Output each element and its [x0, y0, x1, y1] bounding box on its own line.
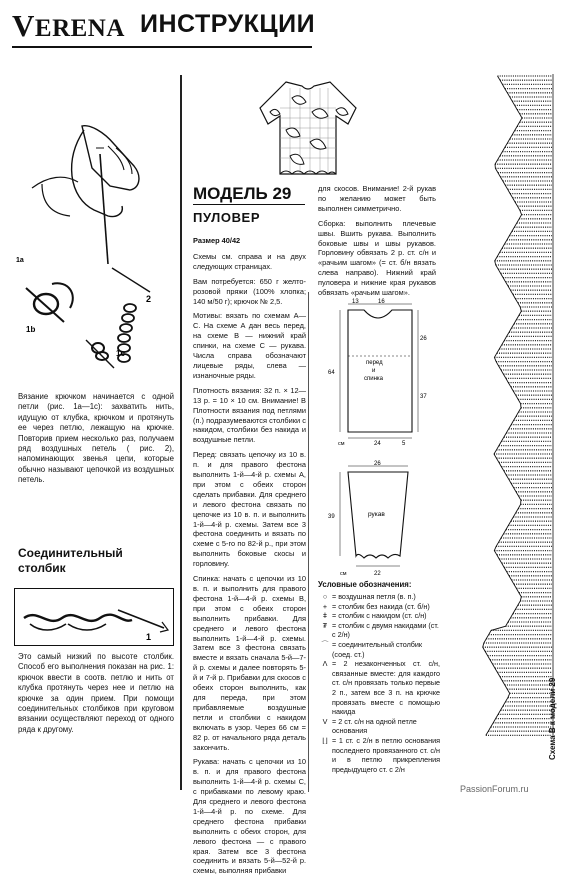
body-label-front: перед	[366, 360, 383, 366]
column-divider	[180, 75, 182, 790]
body-dim-24: 24	[374, 441, 381, 447]
slip-stitch-icon: ⌒	[321, 639, 329, 649]
chart-title: Схема В к модели 29	[548, 677, 557, 760]
schemes-note: Схемы см. справа и на двух следующих страницах.	[193, 251, 306, 271]
slip-stitch-figure	[14, 588, 174, 646]
section-title: Соединительный столбик	[18, 546, 123, 575]
legend-title: Условные обозначения:	[318, 580, 412, 589]
body-dim-16: 16	[378, 299, 385, 305]
fig-label-1a: 1a	[16, 257, 24, 264]
legend-dc2tog: Λ = 2 незаконченных ст. с/н, связанные вместе: для каждого ст. с/н провязать только первые 2 п., затем все 3 п. на крючке провязать вместе с помощью накида	[318, 659, 440, 717]
assembly-paragraph: Сборка: выполнить плечевые швы. Вшить рукава. Выполнить боковые швы и швы рукавов. Горловину обвязать 2 р. ст. с/н и «рачьим шагом» (= ст. б/н вязать слева направо). Нижний край пуловера и нижние края рукавов обвязать «рачьим шагом».	[318, 218, 436, 298]
sleeve-dim-39: 39	[328, 514, 335, 520]
model-rule	[193, 204, 305, 205]
crochet-chart	[446, 70, 558, 742]
watermark: PassionForum.ru	[460, 784, 529, 794]
legend-chain: ○ = воздушная петля (в. п.)	[318, 592, 440, 602]
front-paragraph: Перед: связать цепочку из 10 в. п. и для правого фестона выполнить 1-й—4-й р. схемы А, при этом с обеих сторон сделать прибавки. Для среднего и левого фестона связать по цепочке из 10 в. п. и выполнить 1-й—4-й р. схемы. Затем все 3 фестона соединить и вязать по схеме с 5-го по 82-й р., при этом выполнить боковые скосы и горловину.	[193, 450, 306, 569]
back-paragraph: Спинка: начать с цепочки из 10 в. п. и выполнить для правого фестона 1-й—4-й р. схемы В, при этом с обеих сторон выполнить прибавки. Для среднего и левого фестона выполнить 1-й—4-й р. схемы. Затем все 3 фестона связать вместе и вязать сначала 5-й—7-й р. схемы и далее повторять 5-й и 7-й р. Прибавки для скосов с обеих сторон выполнить, как для переда, при этом прибавляемые воздушные петли и столбики с накидом включать в узор. Через 66 см = 82 р. от начального ряда деталь закончить.	[193, 574, 306, 752]
legend-tr: ₮ = столбик с двумя накидами (ст. с 2/н)	[318, 621, 440, 640]
slip-stitch-description: Это самый низкий по высоте столбик. Способ его выполнения показан на рис. 1: крючок ввести в соотв. петлю и нить от клубка протянуть через нее и петлю на крючке за один прием. При помощи соединительных столбиков при круговом вязании осуществляют переход от одного ряда к другому.	[18, 652, 174, 734]
chain-figure	[12, 118, 174, 384]
legend-slip: ⌒ = соединительный столбик (соед. ст.)	[318, 640, 440, 659]
legend-sc: + = столбик без накида (ст. б/н)	[318, 602, 440, 612]
body-dim-26: 26	[420, 336, 427, 342]
brand-logo: VERENA	[12, 8, 125, 43]
sleeve-label: рукав	[368, 511, 385, 518]
instructions-column-2	[318, 184, 436, 298]
fig-label-1b: 1b	[26, 325, 36, 334]
model-heading: МОДЕЛЬ 29	[193, 184, 292, 203]
treble-crochet-icon: ₮	[322, 620, 328, 630]
single-crochet-icon: +	[322, 601, 328, 611]
chart-divider	[308, 292, 309, 792]
masthead-rule	[12, 46, 312, 48]
legend-dc: ǂ = столбик с накидом (ст. с/н)	[318, 611, 440, 621]
sleeve-continued: для скосов. Внимание! 2-й рукав по желанию может быть выполнен симметрично.	[318, 184, 436, 213]
fig2-label-1: 1	[146, 632, 152, 642]
materials-paragraph: Вам потребуется: 650 г желто-розовой пряжи (100% хлопка; 140 м/50 г); крючок № 2,5.	[193, 276, 306, 306]
sleeve-pattern-diagram	[326, 460, 436, 578]
tr-join-icon: ⌊⌋	[322, 735, 328, 745]
body-label-and: и	[372, 368, 376, 374]
dc-two-together-icon: Λ	[322, 659, 328, 669]
body-dim-64: 64	[328, 370, 335, 376]
legend	[318, 580, 440, 774]
fig-label-2: 2	[146, 294, 152, 304]
page-title: ИНСТРУКЦИИ	[140, 10, 316, 38]
body-label-back: спинка	[364, 376, 384, 382]
legend-tr-join: ⌊⌋ = 1 ст. с 2/н в петлю основания последнего провязанного ст. с/н и в петлю прикрепления предыдущего ст. с 2/н	[318, 736, 440, 774]
sleeve-unit: см	[340, 571, 347, 577]
chain-description: Вязание крючком начинается с одной петли (рис. 1а—1с): захватить нить, идущую от клубка, крючком и протянуть ее через петлю, лежащую на крючке. Повторив прием несколько раз, получаем ряд воздушных петель ( рис. 2), напоминающих звенья цепи, которые обычно называют цепочкой из воздушных петель.	[18, 392, 174, 485]
fig-label-1c: 1c	[116, 349, 125, 358]
garment-heading: ПУЛОВЕР	[193, 210, 261, 225]
motifs-paragraph: Мотивы: вязать по схемам А—С. На схеме А дан весь перед, на схеме В — нижний край спинки, на схеме С — рукава. Числа справа обозначают лицевые ряды, слева — изнаночные ряды.	[193, 311, 306, 380]
instructions-column	[193, 236, 306, 876]
dc-increase-icon: V	[322, 716, 328, 726]
size-line: Размер 40/42	[193, 236, 241, 245]
sleeve-dim-26: 26	[374, 461, 381, 467]
sleeve-paragraph: Рукава: начать с цепочки из 10 в. п. и для правого фестона выполнить 1-й—4-й р. схемы С, с прибавками по левому краю. Для среднего и левого фестона 1-й—4-й р. по схеме. Для среднего фестона прибавки выполнить с обеих сторон, для левого фестона — с правого края. Затем все 3 фестона соединить и вязать 5-й—52-й р. схемы, выполняя прибавки	[193, 757, 306, 876]
density-paragraph: Плотность вязания: 32 п. × 12—13 р. = 10 × 10 см. Внимание! В Плотности вязания под петлями (п.) подразумеваются столбики с накидом, столбики без накида и воздушные петли.	[193, 385, 306, 445]
legend-dc-increase: V = 2 ст. с/н на одной петле основания	[318, 717, 440, 736]
sleeve-dim-22: 22	[374, 571, 381, 577]
body-dim-37: 37	[420, 394, 427, 400]
chart-stitch-rows	[483, 74, 553, 736]
body-dim-13: 13	[352, 299, 359, 305]
body-dim-5: 5	[402, 441, 406, 447]
chart-scalloped-edge	[483, 76, 522, 735]
double-crochet-icon: ǂ	[322, 611, 328, 621]
body-unit: см	[338, 441, 345, 447]
chain-stitch-icon: ○	[322, 592, 328, 601]
sweater-illustration	[256, 78, 360, 178]
body-pattern-diagram	[318, 296, 438, 446]
